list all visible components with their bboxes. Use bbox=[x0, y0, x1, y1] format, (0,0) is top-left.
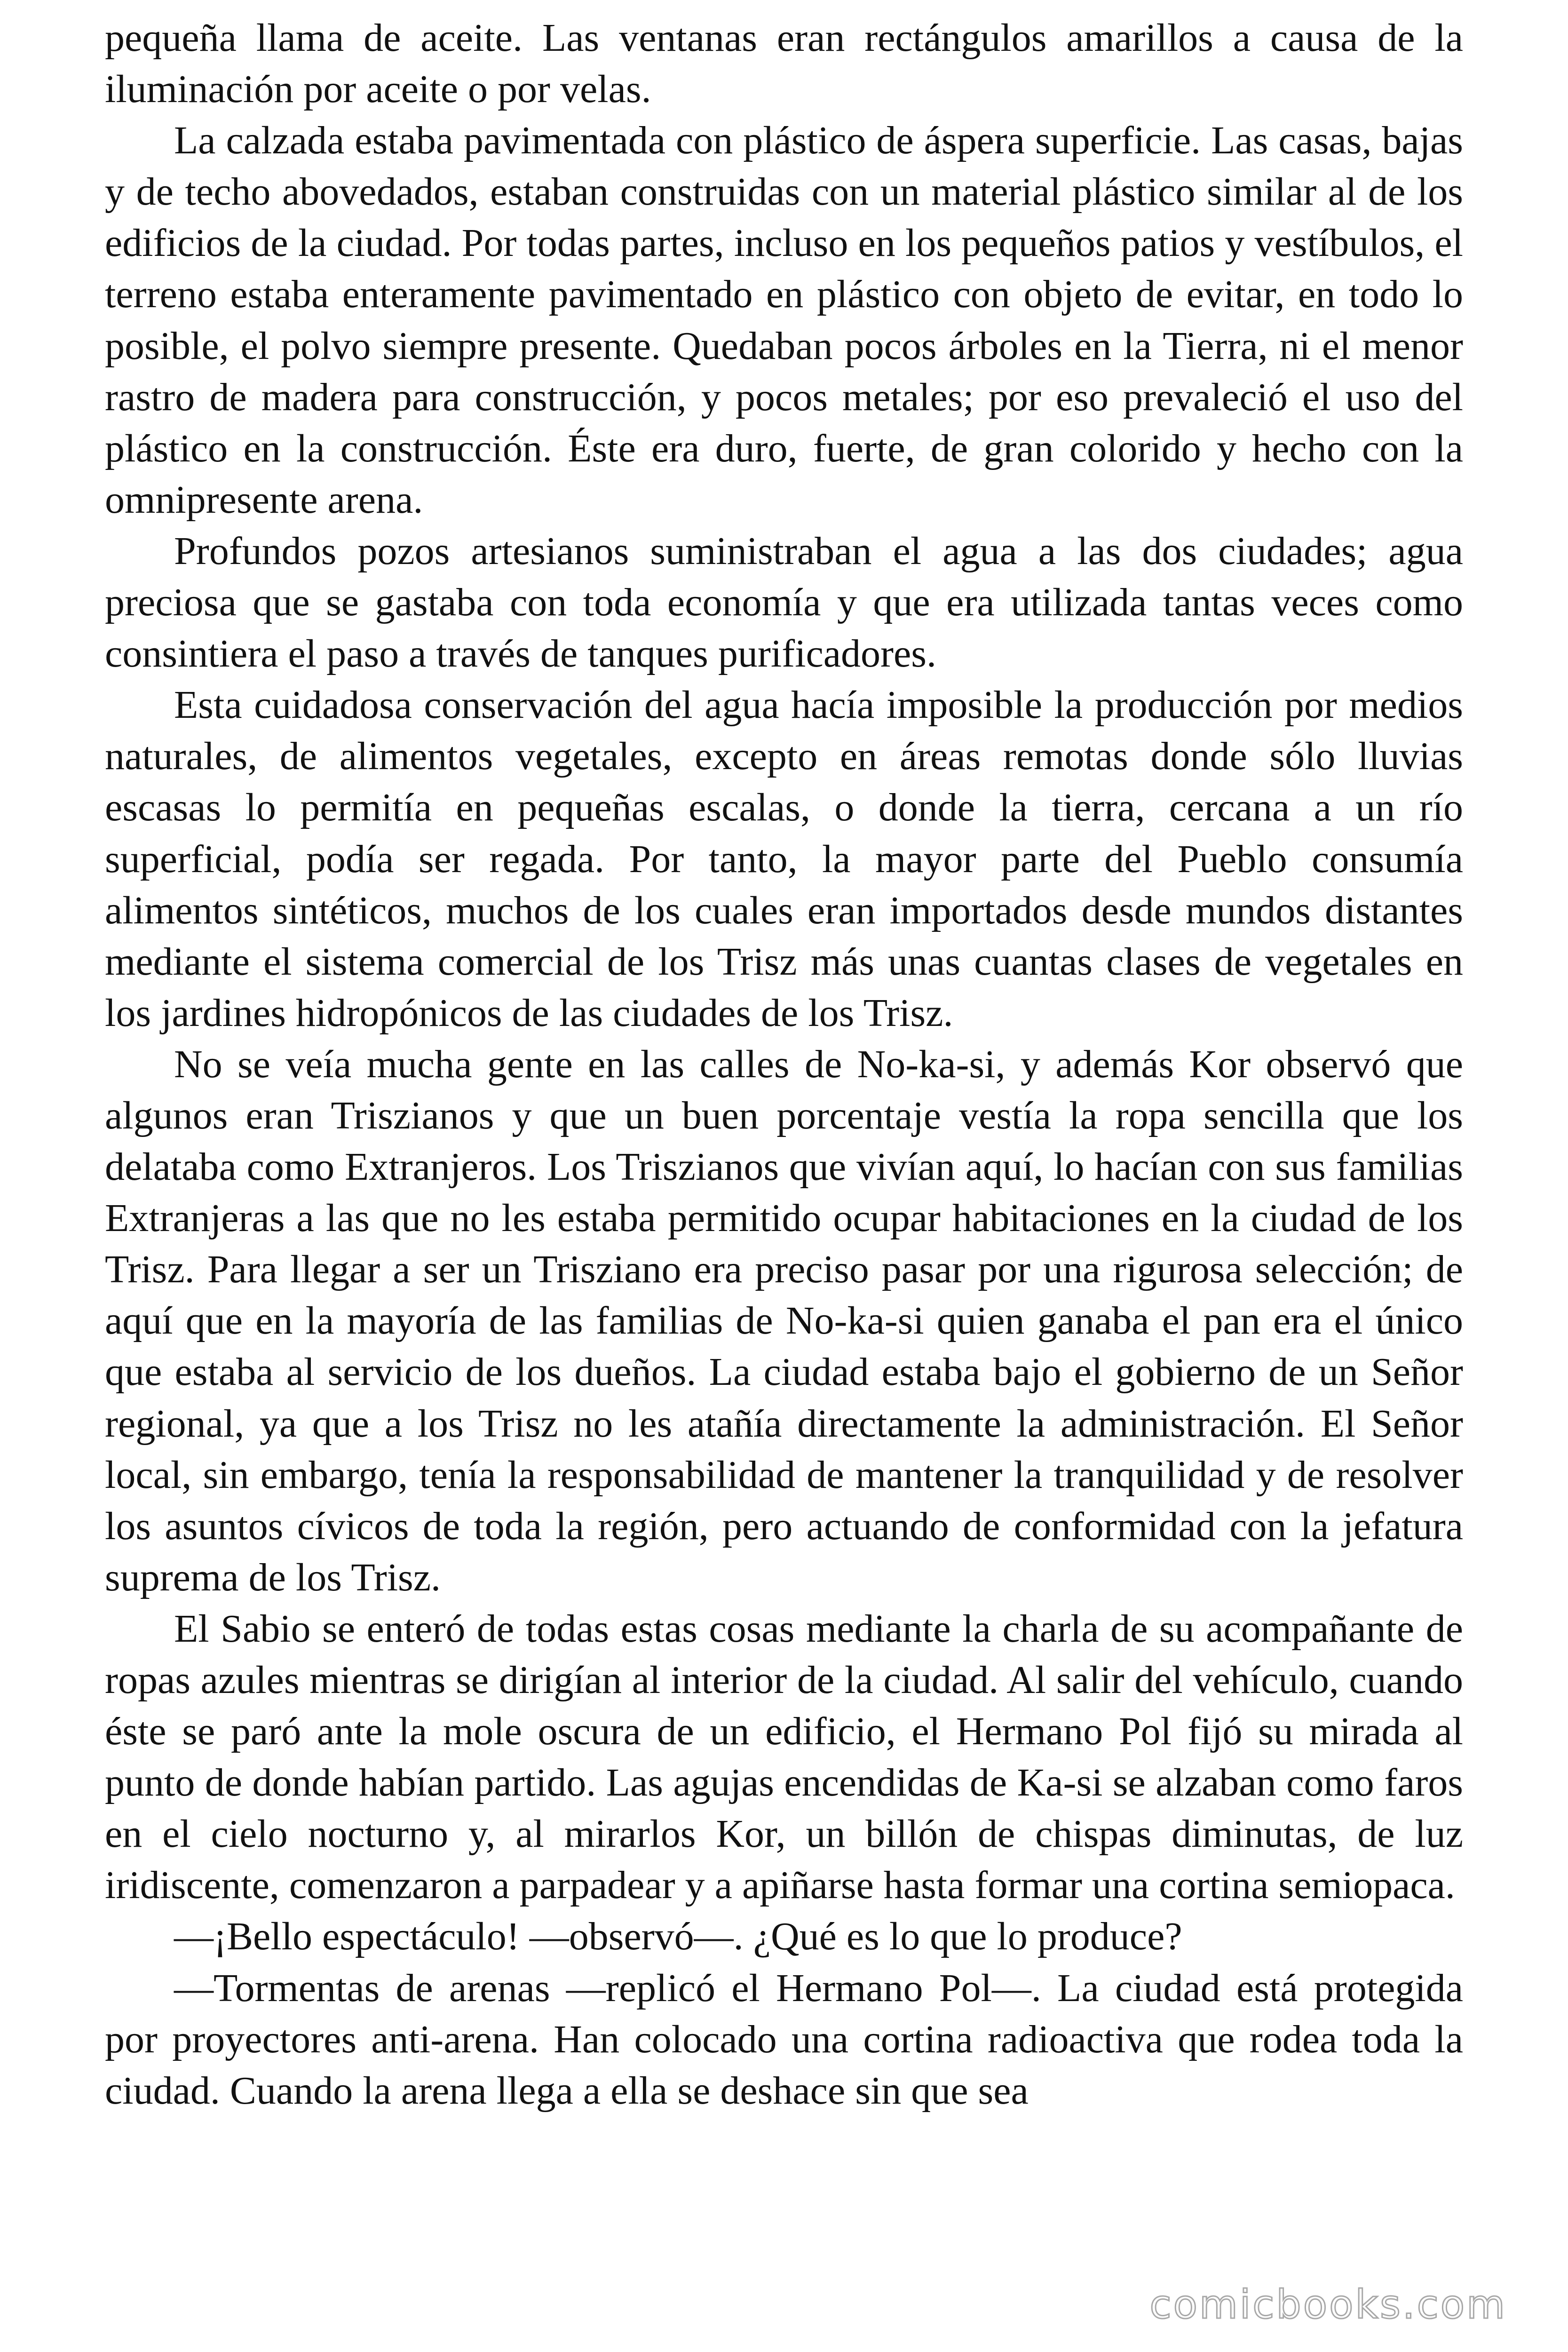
page-body bbox=[105, 12, 1463, 2116]
dialogue-line-2: —Tormentas de arenas —replicó el Hermano Pol—. La ciudad está protegida por proyectores anti-arena. Han colocado una cortina radioactiva que rodea toda la ciudad. Cuando la arena llega a ella se deshace sin que sea bbox=[105, 1966, 1463, 2113]
paragraph-1: pequeña llama de aceite. Las ventanas eran rectángulos amarillos a causa de la iluminación por aceite o por velas. bbox=[105, 16, 1463, 111]
paragraph-6: El Sabio se enteró de todas estas cosas mediante la charla de su acompañante de ropas azules mientras se dirigían al interior de la ciudad. Al salir del vehículo, cuando éste se paró ante la mole oscura de un edificio, el Hermano Pol fijó su mirada al punto de donde habían partido. Las agujas encendidas de Ka-si se alzaban como faros en el cielo nocturno y, al mirarlos Kor, un billón de chispas diminutas, de luz iridiscente, comenzaron a parpadear y a apiñarse hasta formar una cortina semiopaca. bbox=[105, 1606, 1463, 1907]
dialogue-line-1: —¡Bello espectáculo! —observó—. ¿Qué es lo que lo produce? bbox=[174, 1915, 1182, 1959]
paragraph-3: Profundos pozos artesianos suministraban el agua a las dos ciudades; agua preciosa que se gastaba con toda economía y que era utilizada tantas veces como consintiera el paso a través de tanques purificadores. bbox=[105, 529, 1463, 676]
paragraph-5: No se veía mucha gente en las calles de No-ka-si, y además Kor observó que algunos eran Triszianos y que un buen porcentaje vestía la ropa sencilla que los delataba como Extranjeros. Los Triszianos que vivían aquí, lo hacían con sus familias Extranjeras a las que no les estaba permitido ocupar habitaciones en la ciudad de los Trisz. Para llegar a ser un Trisziano era preciso pasar por una rigurosa selección; de aquí que en la mayoría de las familias de No-ka-si quien ganaba el pan era el único que estaba al servicio de los dueños. La ciudad estaba bajo el gobierno de un Señor regional, ya que a los Trisz no les atañía directamente la administración. El Señor local, sin embargo, tenía la responsabilidad de mantener la tranquilidad y de resolver los asuntos cívicos de toda la región, pero actuando de conformidad con la jefatura suprema de los Trisz. bbox=[105, 1042, 1463, 1599]
paragraph-2: La calzada estaba pavimentada con plástico de áspera superficie. Las casas, bajas y de techo abovedados, estaban construidas con un material plástico similar al de los edificios de la ciudad. Por todas partes, incluso en los pequeños patios y vestíbulos, el terreno estaba enteramente pavimentado en plástico con objeto de evitar, en todo lo posible, el polvo siempre presente. Quedaban pocos árboles en la Tierra, ni el menor rastro de madera para construcción, y pocos metales; por eso prevaleció el uso del plástico en la construcción. Éste era duro, fuerte, de gran colorido y hecho con la omnipresente arena. bbox=[105, 119, 1463, 522]
site-watermark: comicbooks.com bbox=[1149, 2281, 1507, 2328]
paragraph-4: Esta cuidadosa conservación del agua hacía imposible la producción por medios naturales, de alimentos vegetales, excepto en áreas remotas donde sólo lluvias escasas lo permitía en pequeñas escalas, o donde la tierra, cercana a un río superficial, podía ser regada. Por tanto, la mayor parte del Pueblo consumía alimentos sintéticos, muchos de los cuales eran importados desde mundos distantes mediante el sistema comercial de los Trisz más unas cuantas clases de vegetales en los jardines hidropónicos de las ciudades de los Trisz. bbox=[105, 683, 1463, 1035]
